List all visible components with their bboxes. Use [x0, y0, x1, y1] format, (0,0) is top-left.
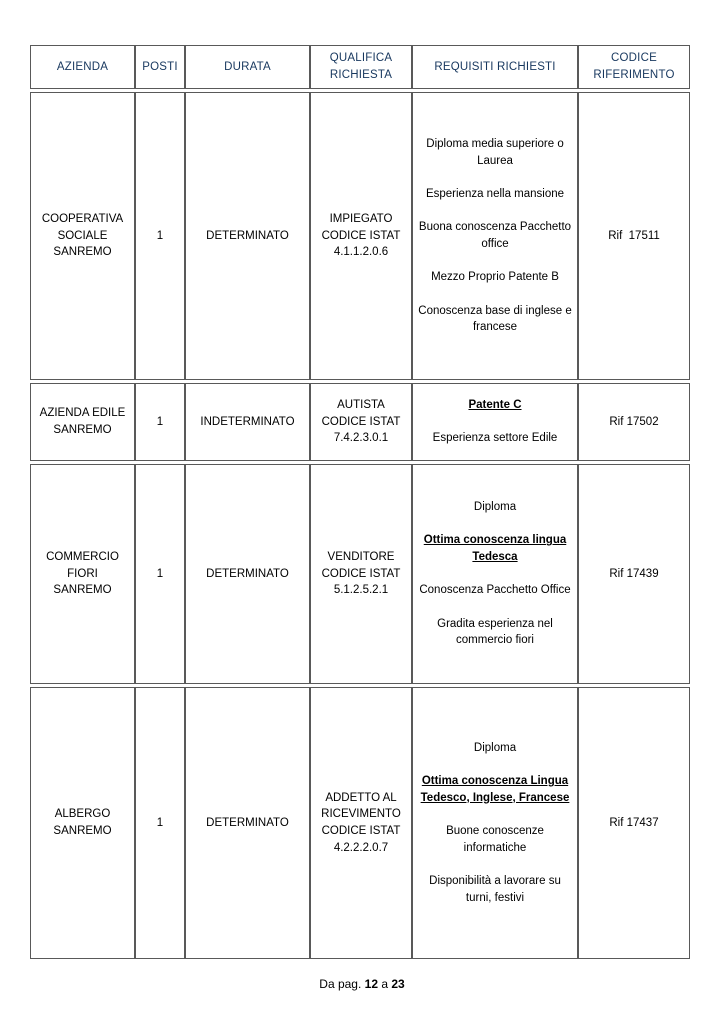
cell-azienda: COMMERCIO FIORI SANREMO	[30, 464, 135, 684]
cell-posti: 1	[135, 383, 185, 461]
table-row	[30, 464, 690, 684]
cell-durata: DETERMINATO	[185, 687, 310, 959]
cell-requisiti	[412, 464, 578, 684]
job-offers-table	[30, 42, 690, 962]
column-header-codice: CODICE RIFERIMENTO	[578, 45, 690, 89]
cell-azienda: COOPERATIVA SOCIALE SANREMO	[30, 92, 135, 380]
cell-codice-riferimento: Rif 17439	[578, 464, 690, 684]
column-header-requisiti: REQUISITI RICHIESTI	[412, 45, 578, 89]
requisito-item: Mezzo Proprio Patente B	[431, 271, 559, 284]
requisito-item: Diploma media superiore o Laurea	[426, 137, 564, 167]
footer-to-page: 23	[391, 977, 405, 991]
requisito-item: Diploma	[473, 741, 517, 754]
column-header-azienda: AZIENDA	[30, 45, 135, 89]
cell-requisiti	[412, 687, 578, 959]
requisito-item: Esperienza nella mansione	[425, 187, 565, 200]
cell-codice-riferimento: Rif 17502	[578, 383, 690, 461]
requisito-item: Diploma	[473, 500, 517, 513]
requisito-item: Conoscenza Pacchetto Office	[419, 584, 571, 597]
cell-azienda: ALBERGO SANREMO	[30, 687, 135, 959]
requisito-item: Buone conoscenze informatiche	[446, 825, 544, 854]
cell-posti: 1	[135, 92, 185, 380]
page-footer	[0, 977, 724, 991]
table-body	[30, 92, 690, 959]
table-header-row	[30, 45, 690, 89]
cell-qualifica: ADDETTO AL RICEVIMENTO CODICE ISTAT 4.2.2.2.0.7	[310, 687, 412, 959]
requisito-highlighted: Ottima conoscenza Lingua Tedesco, Inglese, Francese	[420, 774, 570, 804]
cell-codice-riferimento: Rif 17511	[578, 92, 690, 380]
requisito-item: Gradita esperienza nel commercio fiori	[437, 617, 553, 647]
column-header-durata: DURATA	[185, 45, 310, 89]
table-row	[30, 383, 690, 461]
column-header-qualifica: QUALIFICA RICHIESTA	[310, 45, 412, 89]
cell-durata: DETERMINATO	[185, 92, 310, 380]
requisito-item: Esperienza settore Edile	[432, 432, 558, 445]
cell-durata: INDETERMINATO	[185, 383, 310, 461]
cell-codice-riferimento: Rif 17437	[578, 687, 690, 959]
cell-qualifica: AUTISTA CODICE ISTAT 7.4.2.3.0.1	[310, 383, 412, 461]
cell-requisiti	[412, 383, 578, 461]
cell-requisiti	[412, 92, 578, 380]
cell-posti: 1	[135, 687, 185, 959]
requisito-item: Buona conoscenza Pacchetto office	[418, 221, 572, 250]
cell-azienda: AZIENDA EDILE SANREMO	[30, 383, 135, 461]
requisito-highlighted: Patente C	[468, 398, 522, 411]
footer-middle: a	[378, 977, 392, 991]
table-header	[30, 45, 690, 89]
table-row	[30, 687, 690, 959]
footer-prefix: Da pag.	[319, 977, 365, 991]
cell-durata: DETERMINATO	[185, 464, 310, 684]
cell-qualifica: VENDITORE CODICE ISTAT 5.1.2.5.2.1	[310, 464, 412, 684]
footer-from-page: 12	[364, 977, 379, 991]
cell-posti: 1	[135, 464, 185, 684]
requisito-highlighted: Ottima conoscenza lingua Tedesca	[423, 534, 567, 563]
requisito-item: Disponibilità a lavorare su turni, festivi	[429, 875, 561, 904]
table-row	[30, 92, 690, 380]
cell-qualifica: IMPIEGATO CODICE ISTAT 4.1.1.2.0.6	[310, 92, 412, 380]
column-header-posti: POSTI	[135, 45, 185, 89]
requisito-item: Conoscenza base di inglese e francese	[418, 304, 572, 334]
